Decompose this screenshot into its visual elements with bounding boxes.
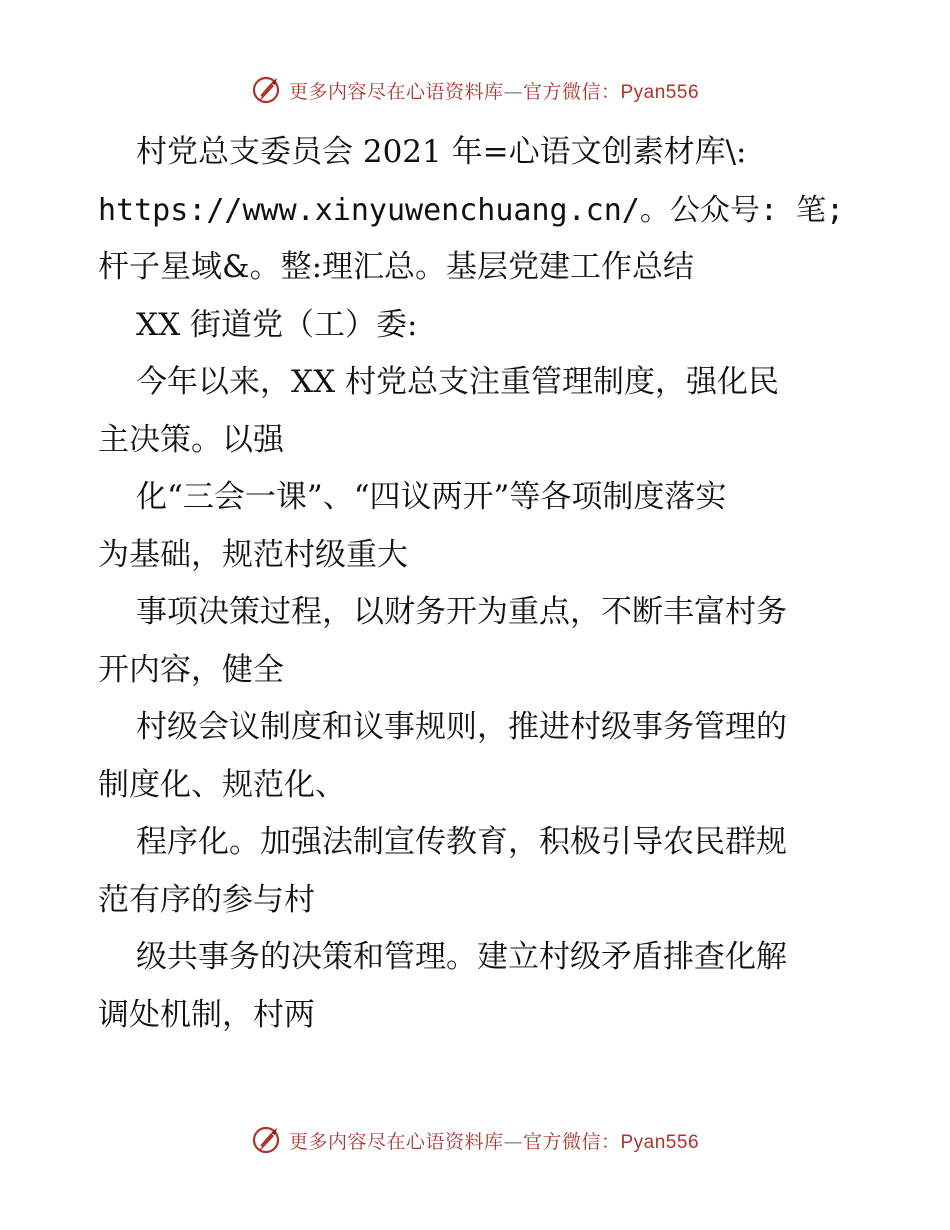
text-line: 今年以来，XX 村党总支注重管理制度，强化民: [136, 364, 779, 400]
text-line: 范有序的参与村: [98, 881, 315, 918]
text-line: 制度化、规范化、: [98, 766, 346, 803]
text-line: 主决策。以强: [98, 421, 284, 458]
text-line: 杆子星域&。整:理汇总。基层党建工作总结: [98, 249, 695, 285]
text-line: 村级会议制度和议事规则，推进村级事务管理的: [136, 709, 787, 745]
footer-banner-text: 更多内容尽在心语资料库—官方微信：Pyan556: [288, 1130, 700, 1153]
text-line: 调处机制，村两: [98, 996, 315, 1033]
header-banner: [0, 70, 950, 110]
text-line: 开内容，健全: [98, 651, 284, 688]
quill-logo-icon: [251, 1125, 281, 1155]
text-line: 化“三会一课”、“四议两开”等各项制度落实: [136, 479, 727, 515]
document-body: [98, 124, 858, 1044]
text-line: 事项决策过程，以财务开为重点，不断丰富村务: [136, 594, 787, 630]
quill-logo-icon: [251, 75, 281, 105]
text-line: XX 街道党（工）委:: [136, 306, 418, 343]
text-line: https://www.xinyuwenchuang.cn/。公众号: 笔;: [98, 192, 845, 228]
text-line: 程序化。加强法制宣传教育，积极引导农民群规: [136, 824, 787, 860]
text-line: 村党总支委员会 2021 年=心语文创素材库\:: [136, 134, 747, 170]
footer-banner: [0, 1120, 950, 1160]
text-line: 为基础，规范村级重大: [98, 536, 408, 573]
header-banner-text: 更多内容尽在心语资料库—官方微信：Pyan556: [288, 80, 700, 103]
text-line: 级共事务的决策和管理。建立村级矛盾排查化解: [136, 939, 787, 975]
